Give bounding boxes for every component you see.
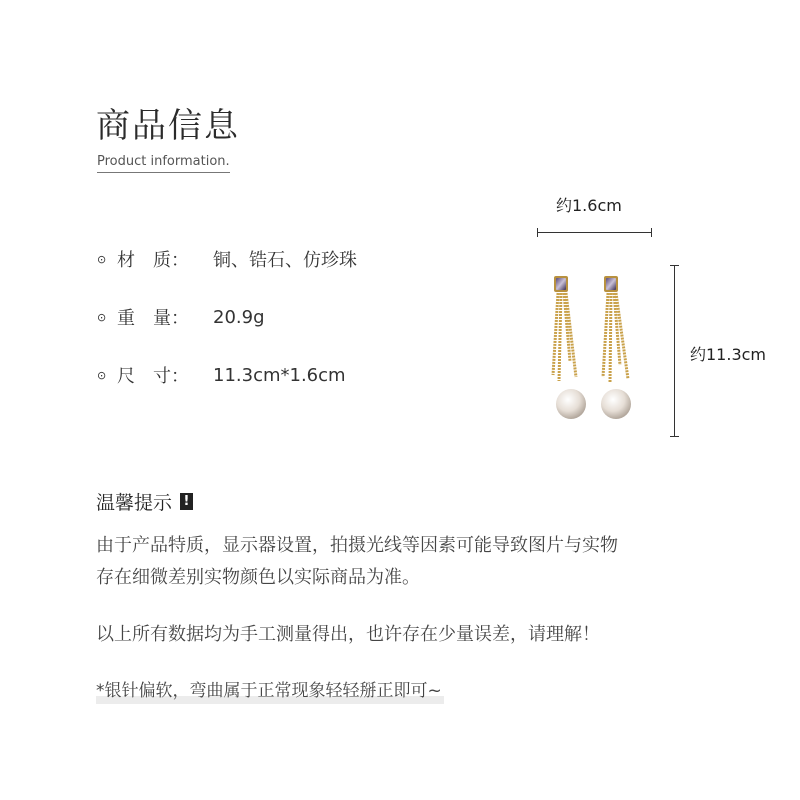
tips-paragraph-2: 存在细微差别实物颜色以实际商品为准。 [96, 567, 420, 588]
spec-value: 20.9g [213, 306, 265, 328]
width-dimension-line [537, 232, 652, 233]
spec-key: 尺 寸： [117, 366, 189, 387]
spec-row-weight [97, 304, 265, 330]
width-tick-left [537, 228, 538, 237]
page-subtitle: Product information. [97, 154, 230, 173]
bullet-icon: ⊙ [97, 310, 107, 324]
spec-row-material [97, 246, 357, 272]
height-label: 约11.3cm [690, 345, 767, 364]
spec-row-size [97, 362, 346, 388]
page-title: 商品信息 [96, 106, 240, 146]
bullet-icon: ⊙ [97, 252, 107, 266]
height-tick-bottom [670, 436, 679, 437]
width-label: 约1.6cm [556, 196, 622, 215]
spec-value: 11.3cm*1.6cm [213, 364, 346, 386]
tips-title: 温馨提示 [96, 492, 173, 514]
width-tick-right [651, 228, 652, 237]
left-earring [553, 276, 586, 419]
tips-paragraph-1: 由于产品特质，显示器设置，拍摄光线等因素可能导致图片与实物 [96, 535, 618, 556]
spec-key: 重 量： [117, 308, 189, 329]
exclamation-icon: ! [180, 493, 193, 510]
earrings-image [540, 265, 650, 435]
tips-note: *银针偏软，弯曲属于正常现象轻轻掰正即可~ [96, 681, 442, 701]
tips-paragraph-3: 以上所有数据均为手工测量得出，也许存在少量误差，请理解！ [96, 624, 600, 645]
bullet-icon: ⊙ [97, 368, 107, 382]
spec-value: 铜、锆石、仿珍珠 [213, 250, 357, 271]
right-earring [601, 276, 631, 419]
spec-key: 材 质： [117, 250, 189, 271]
height-dimension-line [674, 265, 675, 437]
height-tick-top [670, 265, 679, 266]
tips-heading [96, 488, 193, 515]
